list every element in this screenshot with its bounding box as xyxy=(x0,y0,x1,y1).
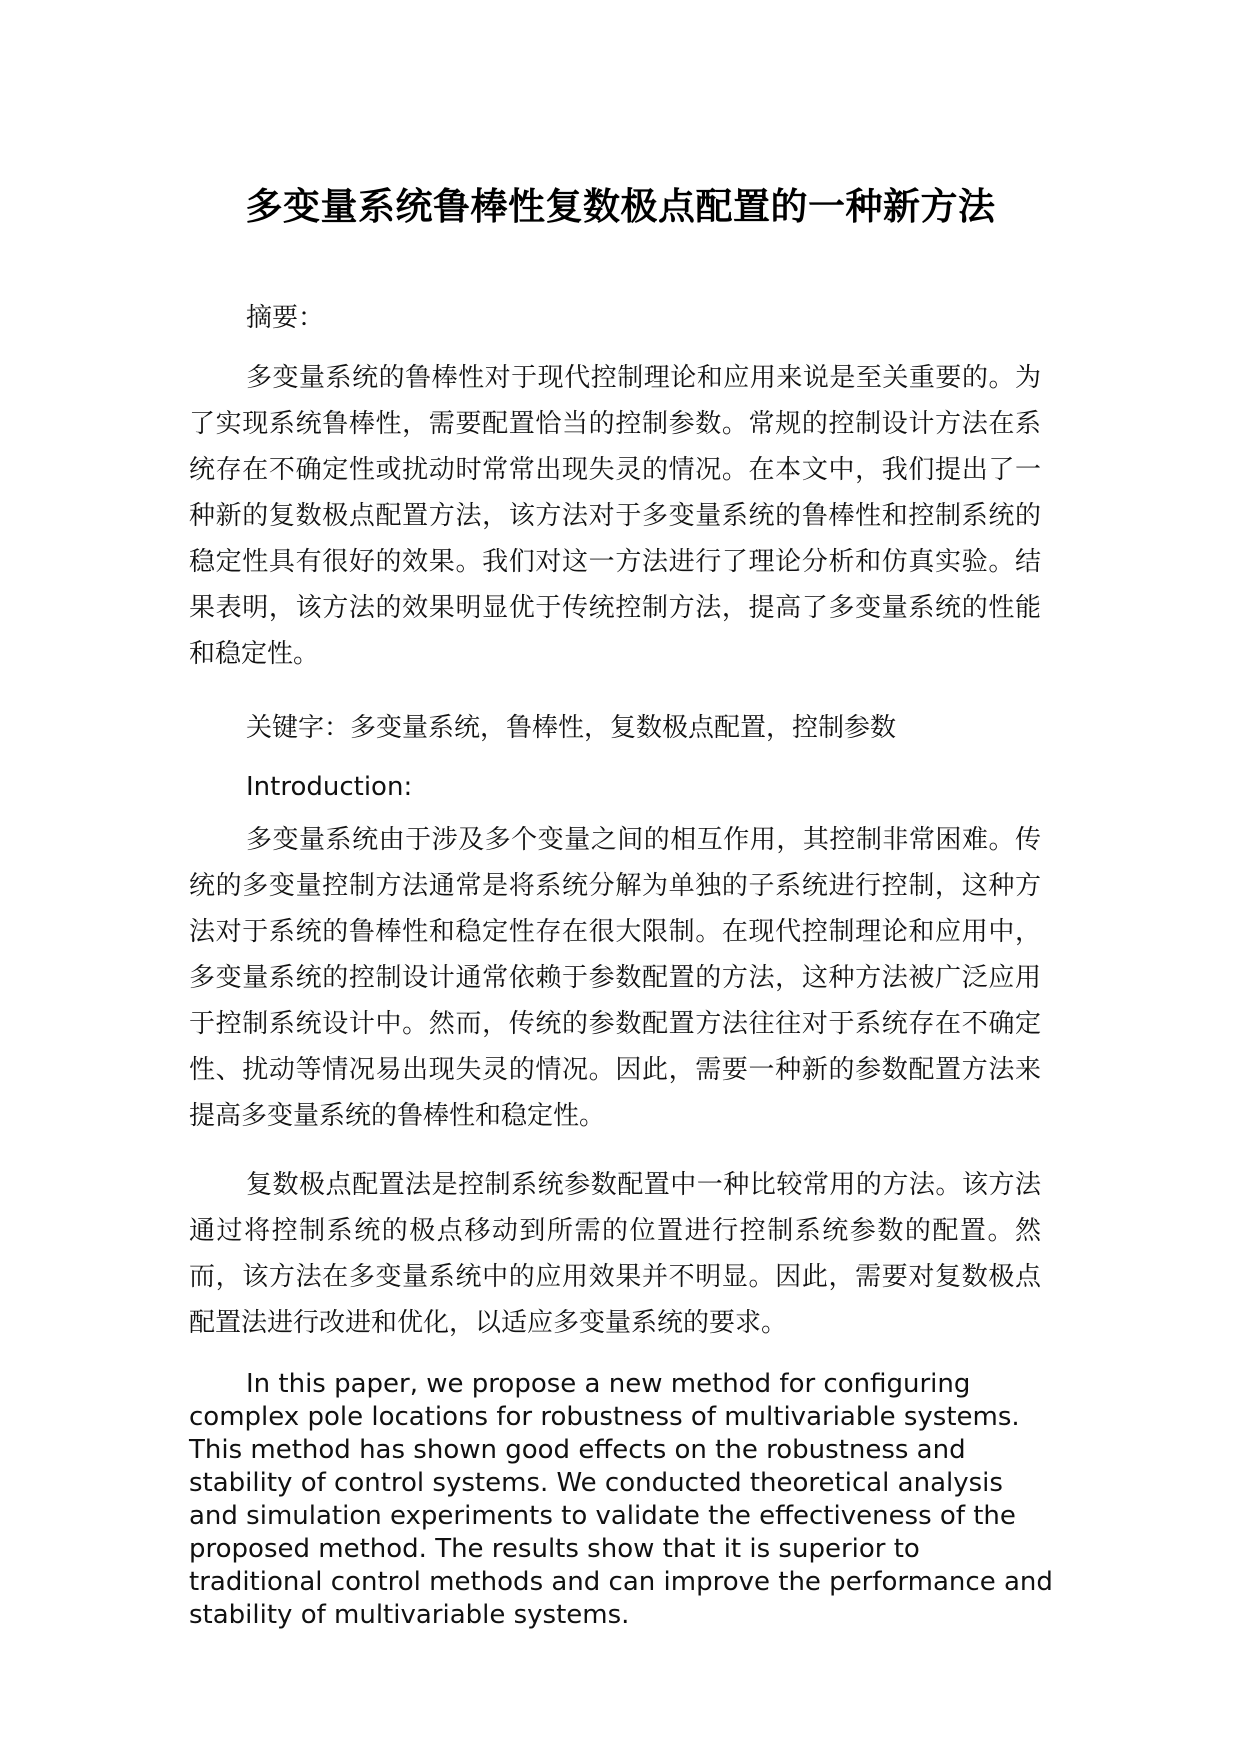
introduction-paragraph-english: In this paper, we propose a new method for configuring complex pole locations for robustness of multivariable systems. This method has shown good effects on the robustness and stability of control systems. We conducted theoretical analysis and simulation experiments to validate the effectiveness of the proposed method. The results show that it is superior to traditional control methods and can improve the performance and stability of multivariable systems. xyxy=(189,1369,1053,1630)
abstract-label: 摘要： xyxy=(246,303,325,333)
abstract-paragraph: 多变量系统的鲁棒性对于现代控制理论和应用来说是至关重要的。为了实现系统鲁棒性，需要配置恰当的控制参数。常规的控制设计方法在系统存在不确定性或扰动时常常出现失灵的情况。在本文中，我们提出了一种新的复数极点配置方法，该方法对于多变量系统的鲁棒性和控制系统的稳定性具有很好的效果。我们对这一方法进行了理论分析和仿真实验。结果表明，该方法的效果明显优于传统控制方法，提高了多变量系统的性能和稳定性。 xyxy=(189,363,1041,669)
introduction-heading: Introduction: xyxy=(246,772,413,802)
keywords-line: 关键字：多变量系统，鲁棒性，复数极点配置，控制参数 xyxy=(246,713,897,743)
document-title: 多变量系统鲁棒性复数极点配置的一种新方法 xyxy=(245,185,996,228)
introduction-paragraph-2: 复数极点配置法是控制系统参数配置中一种比较常用的方法。该方法通过将控制系统的极点移动到所需的位置进行控制系统参数的配置。然而，该方法在多变量系统中的应用效果并不明显。因此，需要对复数极点配置法进行改进和优化，以适应多变量系统的要求。 xyxy=(189,1170,1041,1338)
introduction-paragraph-1: 多变量系统由于涉及多个变量之间的相互作用，其控制非常困难。传统的多变量控制方法通常是将系统分解为单独的子系统进行控制，这种方法对于系统的鲁棒性和稳定性存在很大限制。在现代控制理论和应用中，多变量系统的控制设计通常依赖于参数配置的方法，这种方法被广泛应用于控制系统设计中。然而，传统的参数配置方法往往对于系统存在不确定性、扰动等情况易出现失灵的情况。因此，需要一种新的参数配置方法来提高多变量系统的鲁棒性和稳定性。 xyxy=(189,825,1041,1131)
